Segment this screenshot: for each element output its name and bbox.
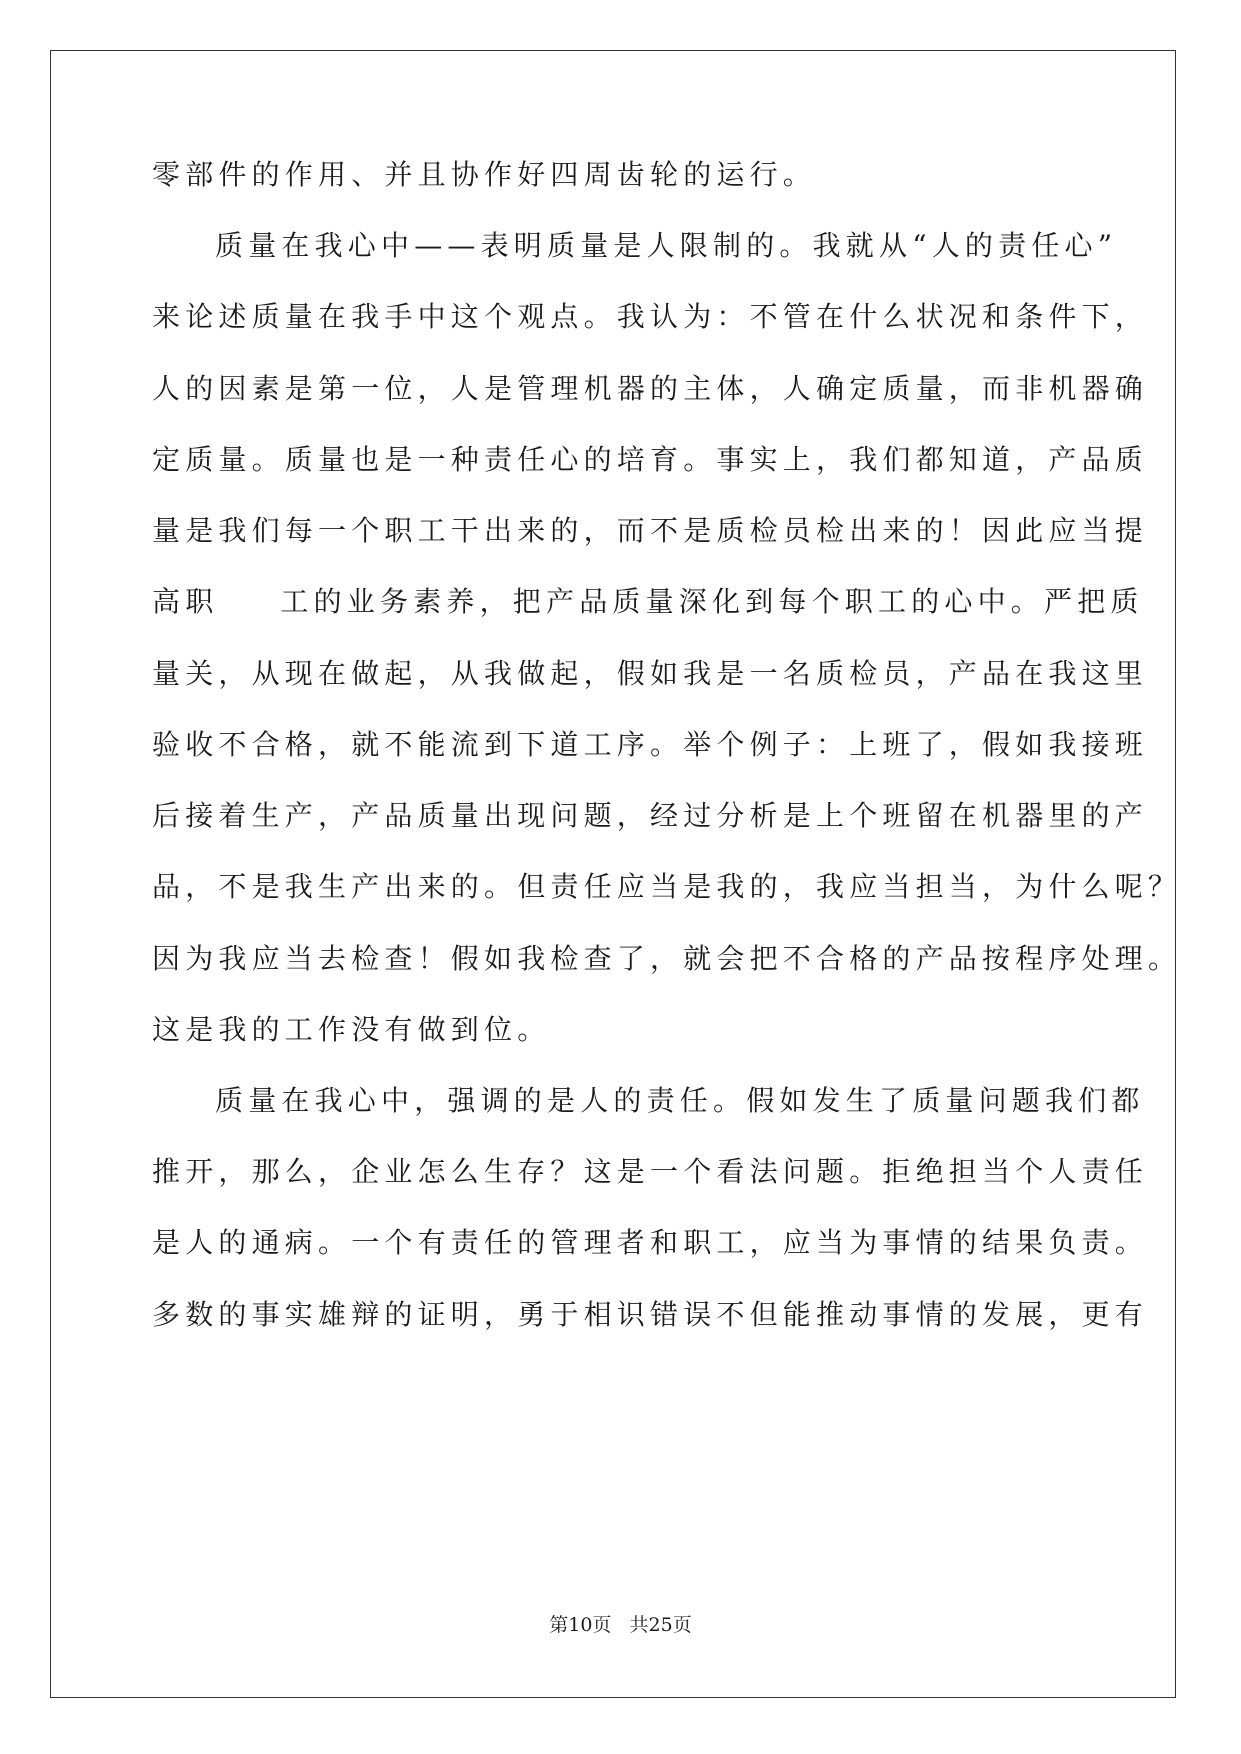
text-line-7	[152, 582, 1144, 622]
text-line-12: 因为我应当去检查！假如我检查了，就会把不合格的产品按程序处理。	[152, 942, 1182, 975]
text-line-1: 零部件的作用、并且协作好四周齿轮的运行。	[152, 158, 817, 191]
text-line-16: 是人的通病。一个有责任的管理者和职工，应当为事情的结果负责。	[152, 1226, 1149, 1259]
text-line-7-end: 工的业务素养，把产品质量深化到每个职工的心中。严把质	[280, 585, 1144, 618]
text-line-13: 这是我的工作没有做到位。	[152, 1013, 551, 1046]
text-line-5: 定质量。质量也是一种责任心的培育。事实上，我们都知道，产品质	[152, 443, 1149, 476]
text-line-3: 来论述质量在我手中这个观点。我认为：不管在什么状况和条件下，	[152, 300, 1149, 333]
page-number-footer: 第10页 共25页	[549, 1614, 692, 1636]
text-line-14: 质量在我心中，强调的是人的责任。假如发生了质量问题我们都	[215, 1084, 1145, 1117]
text-line-10: 后接着生产，产品质量出现问题，经过分析是上个班留在机器里的产	[152, 799, 1149, 832]
text-line-2: 质量在我心中——表明质量是人限制的。我就从“人的责任心”	[215, 229, 1118, 262]
text-line-4: 人的因素是第一位，人是管理机器的主体，人确定质量，而非机器确	[152, 372, 1149, 405]
text-line-17: 多数的事实雄辩的证明，勇于相识错误不但能推动事情的发展，更有	[152, 1298, 1149, 1331]
text-line-8: 量关，从现在做起，从我做起，假如我是一名质检员，产品在我这里	[152, 657, 1149, 690]
text-line-9: 验收不合格，就不能流到下道工序。举个例子：上班了，假如我接班	[152, 728, 1149, 761]
text-line-11: 品，不是我生产出来的。但责任应当是我的，我应当担当，为什么呢？	[152, 870, 1182, 903]
text-line-7-start: 高职	[152, 585, 219, 618]
text-line-15: 推开，那么，企业怎么生存？这是一个看法问题。拒绝担当个人责任	[152, 1155, 1149, 1188]
text-line-6: 量是我们每一个职工干出来的，而不是质检员检出来的！因此应当提	[152, 514, 1149, 547]
